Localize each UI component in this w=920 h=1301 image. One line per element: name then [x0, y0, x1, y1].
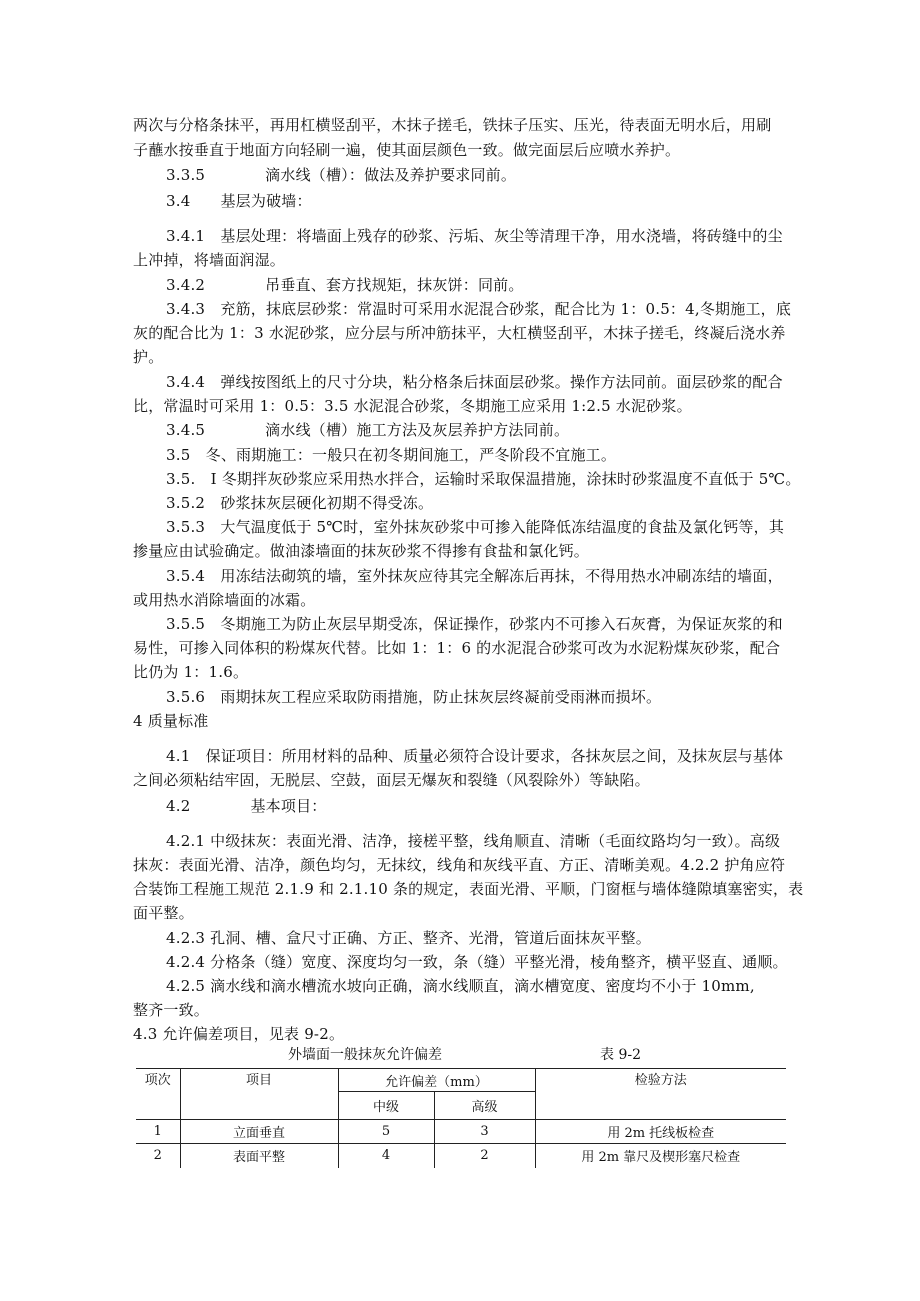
paragraph-line: 3.5.3 大气温度低于 5℃时，室外抹灰砂浆中可掺入能降低冻结温度的食盐及氯化钙等，其	[166, 518, 785, 536]
paragraph-line: 面平整。	[133, 904, 194, 922]
section-number: 3.3.5	[166, 166, 206, 184]
paragraph-line: 3.5.4 用冻结法砌筑的墙，室外抹灰应待其完全解冻后再抹，不得用热水冲刷冻结的墙面，	[166, 567, 783, 585]
section-text: 滴水线（槽）施工方法及灰层养护方法同前。	[265, 421, 570, 439]
paragraph-line: 护。	[133, 348, 164, 366]
table-cell: 3	[434, 1120, 535, 1144]
paragraph-line: 3.5.2 砂浆抹灰层硬化初期不得受冻。	[166, 494, 434, 512]
paragraph-line: 两次与分格条抹平，再用杠横竖刮平，木抹子搓毛，铁抹子压实、压光，待表面无明水后，用刷	[133, 116, 772, 134]
header-cell: 项目	[180, 1069, 338, 1120]
table-row	[136, 1120, 786, 1144]
paragraph-line: 4.2.1 中级抹灰：表面光滑、洁净，接槎平整，线角顺直、清晰（毛面纹路均匀一致）。高级	[166, 832, 781, 850]
section-number: 3.4.2	[166, 276, 206, 294]
paragraph-line: 4.1 保证项目：所用材料的品种、质量必须符合设计要求，各抹灰层之间，及抹灰层与基体	[166, 747, 784, 765]
paragraph-line: 上冲掉，将墙面润湿。	[133, 251, 286, 269]
table-cell: 2	[153, 1148, 162, 1164]
section-3-4-5	[166, 420, 569, 440]
paragraph-line: 3.4.3 充筋，抹底层砂浆：常温时可采用水泥混合砂浆，配合比为 1：0.5：4,冬期施工，底	[166, 300, 792, 318]
paragraph-line: 抹灰：表面光滑、洁净，颜色均匀，无抹纹，线角和灰线平直、方正、清晰美观。4.2.2 护角应符	[133, 856, 786, 874]
paragraph-line: 灰的配合比为 1：3 水泥砂浆，应分层与所冲筋抹平，大杠横竖刮平，木抹子搓毛，终凝后浇水养	[133, 324, 786, 342]
paragraph-line: 比仍为 1：1.6。	[133, 663, 249, 681]
section-text: 基本项目：	[250, 797, 327, 815]
paragraph-line: 4.2.3 孔洞、槽、盒尺寸正确、方正、整齐、光滑，管道后面抹灰平整。	[166, 929, 651, 947]
section-4-2	[166, 796, 326, 816]
paragraph-line: 4.2.5 滴水线和滴水槽流水坡向正确，滴水线顺直，滴水槽宽度、密度均不小于 10mm,	[166, 977, 755, 995]
header-cell: 允许偏差（mm）	[338, 1069, 535, 1092]
section-number: 3.4	[166, 192, 191, 210]
paragraph-line: 4.3 允许偏差项目，见表 9-2。	[133, 1025, 345, 1043]
table-cell: 表面平整	[180, 1144, 338, 1168]
paragraph-line: 比，常温时可采用 1：0.5：3.5 水泥混合砂浆，冬期施工应采用 1:2.5 水泥砂浆。	[133, 397, 692, 415]
section-number: 4.2	[166, 797, 191, 815]
header-cell: 检验方法	[535, 1069, 786, 1120]
table-header-row	[136, 1069, 786, 1092]
section-text: 基层为破墙：	[220, 192, 312, 210]
section-text: 吊垂直、套方找规矩，抹灰饼：同前。	[265, 276, 524, 294]
paragraph-line: 3.5 冬、雨期施工：一般只在初冬期间施工，严冬阶段不宜施工。	[166, 446, 617, 464]
table-row	[136, 1144, 786, 1168]
paragraph-line: 易性，可掺入同体积的粉煤灰代替。比如 1：1：6 的水泥混合砂浆可改为水泥粉煤灰砂浆，配合	[133, 639, 781, 657]
table-number: 表 9-2	[600, 1047, 641, 1063]
table-cell: 5	[338, 1120, 434, 1144]
section-3-4-2	[166, 275, 524, 295]
header-cell: 高级	[434, 1092, 535, 1120]
table-cell: 1	[136, 1120, 180, 1144]
paragraph-line: 3.4.1 基层处理：将墙面上残存的砂浆、污垢、灰尘等清理干净，用水浇墙，将砖缝中的尘	[166, 227, 783, 245]
paragraph-line: 3.5. I 冬期拌灰砂浆应采用热水拌合，运输时采取保温措施，涂抹时砂浆温度不直低于 5℃。	[166, 470, 801, 488]
paragraph-line: 子蘸水按垂直于地面方向轻刷一遍，使其面层颜色一致。做完面层后应喷水养护。	[133, 141, 681, 159]
table-cell: 用 2m 靠尺及楔形塞尺检查	[535, 1144, 786, 1168]
tolerance-table	[136, 1068, 786, 1168]
paragraph-line: 整齐一致。	[133, 1001, 210, 1019]
paragraph-line: 3.4.4 弹线按图纸上的尺寸分块，粘分格条后抹面层砂浆。操作方法同前。面层砂浆的配合	[166, 373, 783, 391]
table-cell: 4	[338, 1144, 434, 1168]
paragraph-line: 掺量应由试验确定。做油漆墙面的抹灰砂浆不得掺有食盐和氯化钙。	[133, 542, 590, 560]
paragraph-line: 之间必须粘结牢固，无脱层、空鼓，面层无爆灰和裂缝（风裂除外）等缺陷。	[133, 771, 650, 789]
table-cell: 用 2m 托线板检查	[535, 1120, 786, 1144]
section-3-4	[166, 191, 312, 211]
section-text: 滴水线（槽）：做法及养护要求同前。	[265, 166, 517, 184]
table-title: 外墙面一般抹灰允许偏差	[288, 1047, 442, 1063]
table-cell: 2	[434, 1144, 535, 1168]
section-number: 3.4.5	[166, 421, 206, 439]
header-cell: 中级	[338, 1092, 434, 1120]
header-cell: 项次	[136, 1069, 180, 1120]
paragraph-line: 合装饰工程施工规范 2.1.9 和 2.1.10 条的规定，表面光滑、平顺，门窗框与墙体缝隙填塞密实，表	[133, 880, 804, 898]
paragraph-line: 3.5.6 雨期抹灰工程应采取防雨措施，防止抹灰层终凝前受雨淋而损坏。	[166, 688, 662, 706]
paragraph-line: 或用热水消除墙面的冰霜。	[133, 591, 316, 609]
paragraph-line: 4.2.4 分格条（缝）宽度、深度均匀一致，条（缝）平整光滑，棱角整齐，横平竖直、通顺。	[166, 953, 788, 971]
section-3-3-5	[166, 165, 516, 185]
paragraph-line: 3.5.5 冬期施工为防止灰层早期受冻，保证操作，砂浆内不可掺入石灰膏，为保证灰浆的和	[166, 615, 783, 633]
section-heading: 4 质量标准	[133, 712, 209, 730]
table-cell: 立面垂直	[180, 1120, 338, 1144]
